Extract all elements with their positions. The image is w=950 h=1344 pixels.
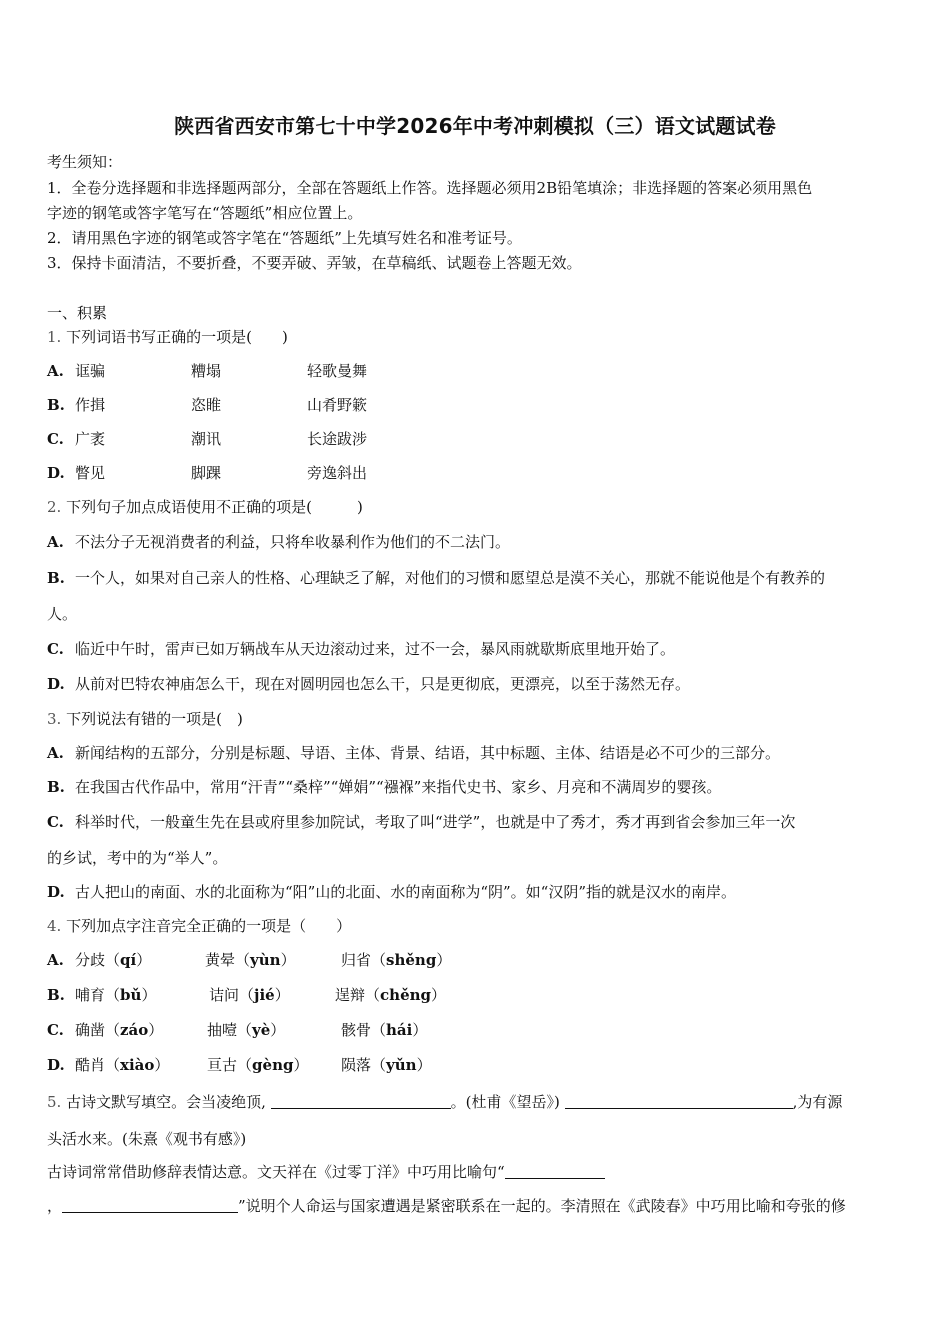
- option-word: 长途跋涉: [307, 430, 368, 448]
- question-text: ”说明个人命运与国家遭遇是紧密联系在一起的。李清照在《武陵春》中巧用比喻和夸张的修: [238, 1197, 846, 1215]
- question-number: 4.: [47, 917, 62, 935]
- option-label: D.: [47, 464, 65, 482]
- question-text: ，: [47, 1197, 63, 1215]
- q1-option-d[interactable]: [47, 463, 367, 483]
- pinyin: shěng: [386, 951, 437, 969]
- option-word: 脚踝: [191, 464, 222, 482]
- pinyin: yè: [252, 1021, 271, 1039]
- option-word: 瞥见: [75, 464, 106, 482]
- option-word: 分歧: [75, 951, 106, 969]
- question-5-line4: [47, 1196, 846, 1216]
- notice-heading: 考生须知：: [47, 153, 123, 171]
- question-text: 下列词语书写正确的一项是( ): [66, 328, 288, 346]
- notice-item: 2．请用黑色字迹的钢笔或答字笔在“答题纸”上先填写姓名和准考证号。: [47, 229, 522, 247]
- answer-blank[interactable]: [271, 1093, 451, 1109]
- option-word: 归省: [341, 951, 372, 969]
- question-number: 2.: [47, 498, 62, 516]
- q4-option-b[interactable]: B. 哺育（bǔ） 诘问（jié） 逞辩（chěng）: [47, 986, 447, 1004]
- option-text: 临近中午时，雷声已如万辆战车从天边滚动过来，过不一会，暴风雨就歇斯底里地开始了。: [75, 640, 676, 658]
- option-text: 新闻结构的五部分，分别是标题、导语、主体、背景、结语，其中标题、主体、结语是必不可少的三部分。: [75, 744, 781, 762]
- option-word: 抽噎: [207, 1021, 238, 1039]
- option-word: 糟塌: [191, 362, 222, 380]
- q2-option-d[interactable]: [47, 674, 690, 694]
- option-text: 从前对巴特农神庙怎么干，现在对圆明园也怎么干，只是更彻底，更漂亮，以至于荡然无存。: [75, 675, 691, 693]
- option-word: 恣睢: [191, 396, 222, 414]
- question-5-line1: [47, 1092, 842, 1112]
- question-4-stem: [47, 916, 351, 936]
- q2-option-b[interactable]: [47, 568, 825, 588]
- question-text: 下列句子加点成语使用不正确的项是( ): [66, 498, 363, 516]
- option-label: A.: [47, 744, 64, 762]
- option-label: D.: [47, 1056, 65, 1074]
- option-word: 酷肖: [75, 1056, 106, 1074]
- option-label: B.: [47, 778, 65, 796]
- q2-option-a[interactable]: [47, 532, 510, 552]
- pinyin: gèng: [252, 1056, 294, 1074]
- option-label: C.: [47, 640, 64, 658]
- q1-option-b[interactable]: [47, 395, 367, 415]
- pinyin: jié: [254, 986, 275, 1004]
- section-heading: 一、积累: [47, 304, 108, 322]
- pinyin: xiào: [120, 1056, 155, 1074]
- answer-blank[interactable]: [505, 1163, 605, 1179]
- question-1-stem: [47, 327, 288, 347]
- pinyin: qí: [120, 951, 137, 969]
- q4-option-a[interactable]: A. 分歧（qí） 黄晕（yùn） 归省（shěng）: [47, 951, 452, 969]
- option-word: 轻歌曼舞: [307, 362, 368, 380]
- option-label: B.: [47, 396, 65, 414]
- option-label: A.: [47, 951, 64, 969]
- option-label: C.: [47, 1021, 64, 1039]
- option-label: C.: [47, 430, 64, 448]
- option-word: 哺育: [75, 986, 106, 1004]
- pinyin: chěng: [380, 986, 432, 1004]
- pinyin: hái: [386, 1021, 413, 1039]
- notice-item: 3．保持卡面清洁，不要折叠，不要弄破、弄皱，在草稿纸、试题卷上答题无效。: [47, 254, 582, 272]
- pinyin: yùn: [250, 951, 281, 969]
- q1-option-c[interactable]: [47, 429, 367, 449]
- option-word: 诘问: [209, 986, 240, 1004]
- q3-option-c[interactable]: [47, 812, 795, 832]
- question-text: 。(杜甫《望岳》): [450, 1093, 560, 1111]
- question-text: 古诗文默写填空。会当凌绝顶,: [66, 1093, 266, 1111]
- q4-option-d[interactable]: D. 酷肖（xiào） 亘古（gèng） 陨落（yǔn）: [47, 1056, 432, 1074]
- answer-blank[interactable]: [565, 1093, 793, 1109]
- question-text: 下列加点字注音完全正确的一项是（ ）: [66, 917, 352, 935]
- option-word: 逞辩: [335, 986, 366, 1004]
- option-text: 在我国古代作品中，常用“汗青”“桑梓”“婵娟”“襁褓”来指代史书、家乡、月亮和不满周岁的婴孩。: [75, 778, 722, 796]
- q3-option-c-cont: 的乡试，考中的为“举人”。: [47, 849, 228, 867]
- option-label: B.: [47, 986, 65, 1004]
- option-word: 旁逸斜出: [307, 464, 368, 482]
- q2-option-c[interactable]: [47, 639, 675, 659]
- notice-item: 字迹的钢笔或答字笔写在“答题纸”相应位置上。: [47, 204, 363, 222]
- option-word: 山肴野簌: [307, 396, 368, 414]
- option-label: A.: [47, 362, 64, 380]
- question-2-stem: [47, 497, 363, 517]
- option-word: 广袤: [75, 430, 106, 448]
- option-text: 古人把山的南面、水的北面称为“阳”山的北面、水的南面称为“阴”。如“汉阴”指的就是汉水的南岸。: [75, 883, 737, 901]
- option-word: 作揖: [75, 396, 106, 414]
- q3-option-a[interactable]: [47, 743, 780, 763]
- option-word: 诓骗: [75, 362, 106, 380]
- option-word: 黄晕: [205, 951, 236, 969]
- option-label: C.: [47, 813, 64, 831]
- question-number: 3.: [47, 710, 62, 728]
- q2-option-b-cont: 人。: [47, 605, 78, 623]
- option-word: 骸骨: [341, 1021, 372, 1039]
- exam-title: 陕西省西安市第七十中学2026年中考冲刺模拟（三）语文试题试卷: [174, 114, 776, 138]
- option-word: 确凿: [75, 1021, 106, 1039]
- option-word: 亘古: [207, 1056, 238, 1074]
- option-text: 一个人，如果对自己亲人的性格、心理缺乏了解，对他们的习惯和愿望总是漠不关心，那就不能说他是个有教养的: [75, 569, 826, 587]
- option-label: B.: [47, 569, 65, 587]
- answer-blank[interactable]: [62, 1197, 238, 1213]
- option-word: 陨落: [341, 1056, 372, 1074]
- option-text: 不法分子无视消费者的利益，只将牟收暴利作为他们的不二法门。: [75, 533, 511, 551]
- question-number: 5.: [47, 1093, 62, 1111]
- pinyin: bǔ: [120, 986, 142, 1004]
- question-5-line3: [47, 1162, 605, 1182]
- q3-option-d[interactable]: [47, 882, 736, 902]
- question-5-line2: 头活水来。(朱熹《观书有感》): [47, 1130, 247, 1148]
- q1-option-a[interactable]: [47, 361, 367, 381]
- pinyin: yǔn: [386, 1056, 417, 1074]
- question-text: ,为有源: [792, 1093, 843, 1111]
- option-word: 潮讯: [191, 430, 222, 448]
- option-label: A.: [47, 533, 64, 551]
- question-number: 1.: [47, 328, 62, 346]
- question-3-stem: [47, 709, 243, 729]
- option-text: 科举时代，一般童生先在县或府里参加院试，考取了叫“进学”，也就是中了秀才，秀才再到省会参加三年一次: [75, 813, 796, 831]
- option-label: D.: [47, 883, 65, 901]
- notice-item: 1．全卷分选择题和非选择题两部分，全部在答题纸上作答。选择题必须用2B铅笔填涂；非选择题的答案必须用黑色: [47, 179, 813, 197]
- option-label: D.: [47, 675, 65, 693]
- q3-option-b[interactable]: [47, 777, 721, 797]
- pinyin: záo: [120, 1021, 149, 1039]
- q4-option-c[interactable]: C. 确凿（záo） 抽噎（yè） 骸骨（hái）: [47, 1021, 428, 1039]
- question-text: 下列说法有错的一项是( ): [66, 710, 243, 728]
- question-text: 古诗词常常借助修辞表情达意。文天祥在《过零丁洋》中巧用比喻句“: [47, 1163, 505, 1181]
